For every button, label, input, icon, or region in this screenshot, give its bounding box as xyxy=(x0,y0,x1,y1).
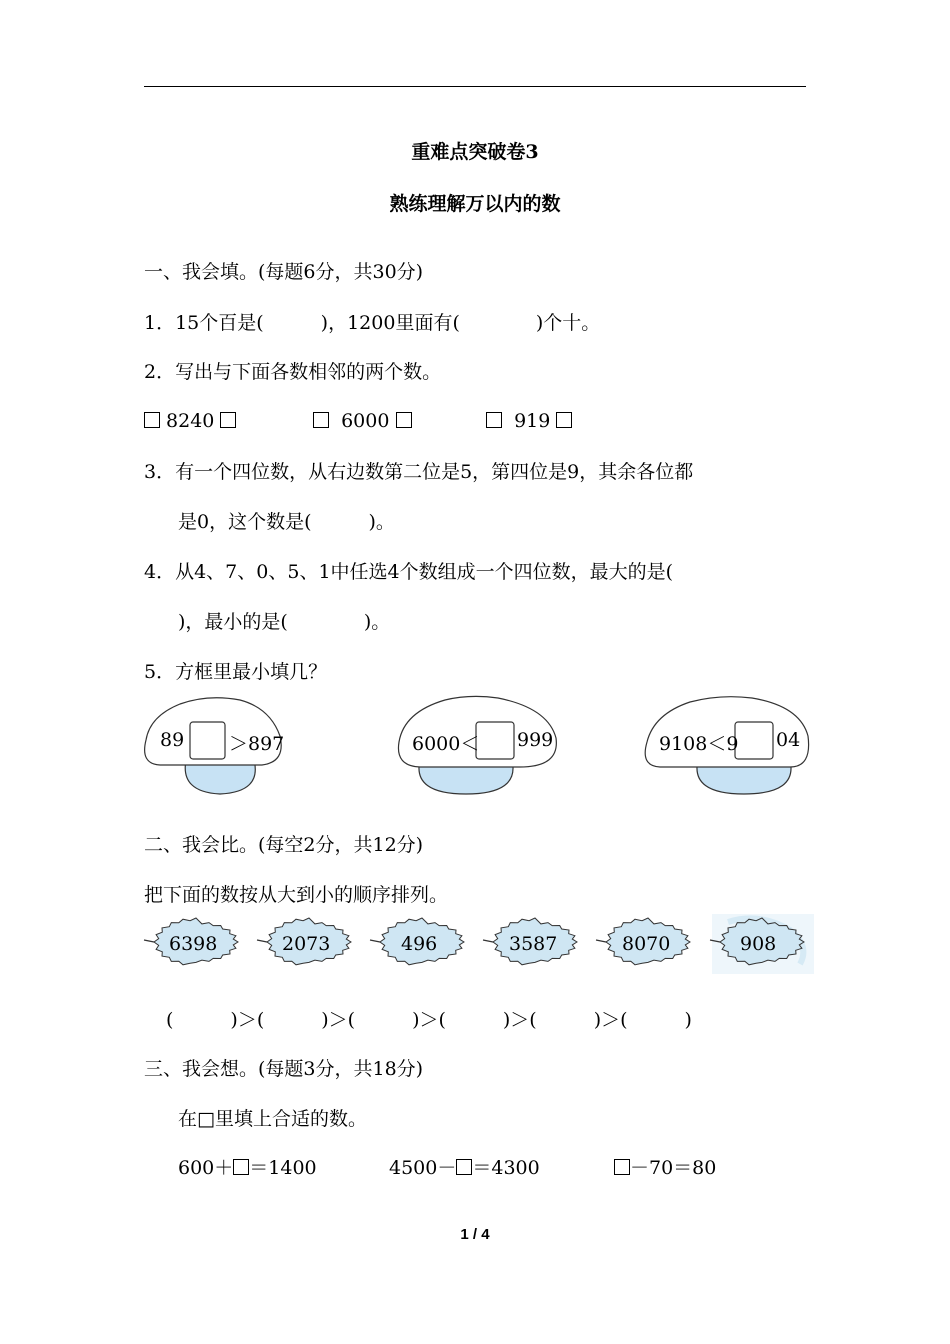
answer-box[interactable] xyxy=(486,412,502,428)
question-5: 5．方框里最小填几？ xyxy=(144,661,328,683)
question-3-line1: 3．有一个四位数，从右边数第二位是5，第四位是9，其余各位都 xyxy=(144,461,694,483)
equation-before: 600＋ xyxy=(178,1157,234,1179)
answer-box[interactable] xyxy=(220,412,236,428)
equation-3 xyxy=(614,1156,716,1180)
equation-after: ＝1400 xyxy=(249,1157,317,1179)
mushroom-3-left-text: 9108＜9 xyxy=(659,733,739,755)
leaf-number: 8070 xyxy=(622,933,671,955)
answer-box[interactable] xyxy=(396,412,412,428)
answer-box[interactable] xyxy=(190,722,225,759)
leaf-stem xyxy=(370,940,380,942)
neighbor-number-row xyxy=(486,409,572,433)
equation-before: 4500－ xyxy=(389,1157,457,1179)
equation-after: －70＝80 xyxy=(630,1157,717,1179)
mushroom-1-left-text: 89 xyxy=(160,729,185,751)
leaf-number: 6398 xyxy=(169,933,218,955)
neighbor-number-row xyxy=(144,409,236,433)
mushroom-1-right-text: ＞897 xyxy=(229,733,285,755)
question-3-line2: 是0，这个数是( )。 xyxy=(178,511,395,533)
leaf-stem xyxy=(483,940,493,942)
leaves-drawing xyxy=(0,912,950,982)
question-2: 2．写出与下面各数相邻的两个数。 xyxy=(144,361,442,383)
mushroom-2-left-text: 6000＜ xyxy=(412,733,480,755)
page-title: 重难点突破卷3 xyxy=(411,141,539,163)
section2-heading: 二、我会比。(每空2分，共12分) xyxy=(144,834,424,856)
answer-box[interactable] xyxy=(614,1159,630,1175)
equation-1 xyxy=(178,1156,317,1180)
header-rule xyxy=(144,86,806,87)
neighbor-number: 8240 xyxy=(166,410,215,432)
section3-heading: 三、我会想。(每题3分，共18分) xyxy=(144,1058,424,1080)
neighbor-number: 919 xyxy=(514,410,551,432)
mushroom-3-right-text: 04 xyxy=(776,729,801,751)
answer-box[interactable] xyxy=(313,412,329,428)
equation-2 xyxy=(389,1156,540,1180)
section3-instruction: 在□里填上合适的数。 xyxy=(178,1108,367,1130)
answer-box[interactable] xyxy=(233,1159,249,1175)
neighbor-number-row xyxy=(313,409,412,433)
leaf-number: 2073 xyxy=(282,933,331,955)
leaf-number: 496 xyxy=(401,933,438,955)
ordering-answer-line[interactable]: ( )＞( )＞( )＞( )＞( )＞( ) xyxy=(166,1009,692,1031)
leaf-stem xyxy=(144,940,154,942)
answer-box[interactable] xyxy=(735,722,773,759)
answer-box[interactable] xyxy=(476,722,514,759)
answer-box[interactable] xyxy=(144,412,160,428)
equation-after: ＝4300 xyxy=(472,1157,540,1179)
page-subtitle: 熟练理解万以内的数 xyxy=(389,193,561,215)
leaf-stem xyxy=(596,940,606,942)
question-1: 1．15个百是( )，1200里面有( )个十。 xyxy=(144,312,601,334)
answer-box[interactable] xyxy=(556,412,572,428)
mushroom-2-right-text: 999 xyxy=(517,729,554,751)
section2-instruction: 把下面的数按从大到小的顺序排列。 xyxy=(144,884,449,906)
leaf-number: 908 xyxy=(740,933,777,955)
leaf-number: 3587 xyxy=(509,933,558,955)
neighbor-number: 6000 xyxy=(341,410,390,432)
page-number: 1 / 4 xyxy=(460,1226,490,1243)
question-4-line1: 4．从4、7、0、5、1中任选4个数组成一个四位数，最大的是( xyxy=(144,561,674,583)
answer-box[interactable] xyxy=(456,1159,472,1175)
leaf-stem xyxy=(257,940,267,942)
question-4-line2: )，最小的是( )。 xyxy=(178,611,391,633)
section1-heading: 一、我会填。(每题6分，共30分) xyxy=(144,261,424,283)
